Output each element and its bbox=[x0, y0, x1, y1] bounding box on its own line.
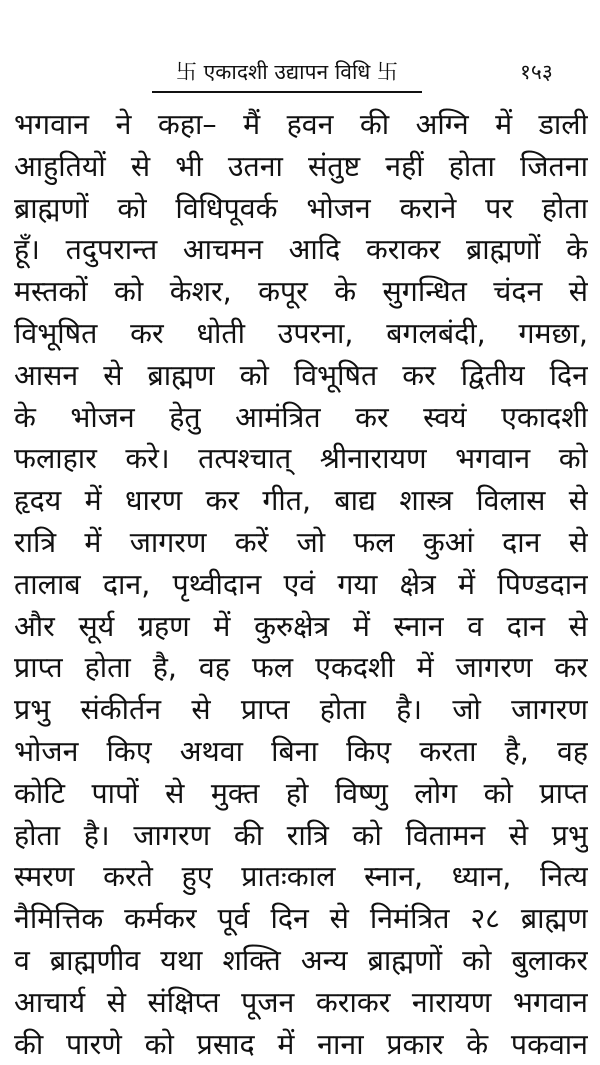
text-line: मस्तकों को केशर, कपूर के सुगन्धित चंदन से bbox=[14, 275, 588, 309]
text-line: कोटि पापों से मुक्त हो विष्णु लोग को प्राप्त bbox=[14, 776, 588, 810]
running-title: 卐 एकादशी उद्यापन विधि 卐 bbox=[176, 60, 398, 84]
text-line: आचार्य से संक्षिप्त पूजन कराकर नारायण भगवान bbox=[14, 985, 588, 1019]
text-line: रात्रि में जागरण करें जो फल कुआं दान से bbox=[14, 525, 588, 559]
text-line: भगवान ने कहा– मैं हवन की अग्नि में डाली bbox=[14, 108, 588, 141]
text-line: नैमित्तिक कर्मकर पूर्व दिन से निमंत्रित २८ ब्राह्मण bbox=[14, 902, 588, 936]
text-line: हूँ। तदुपरान्त आचमन आदि कराकर ब्राह्मणों के bbox=[14, 233, 588, 267]
text-line: आसन से ब्राह्मण को विभूषित कर द्वितीय दिन bbox=[14, 358, 588, 392]
text-line: हृदय में धारण कर गीत, बाद्य शास्त्र विलास से bbox=[14, 484, 588, 518]
text-line: ब्राह्मणों को विधिपूवर्क भोजन कराने पर होता bbox=[14, 191, 588, 225]
page-number: १५३ bbox=[520, 60, 553, 84]
text-line: विभूषित कर धोती उपरना, बगलबंदी, गमछा, bbox=[14, 316, 588, 350]
text-line: के भोजन हेतु आमंत्रित कर स्वयं एकादशी bbox=[14, 400, 588, 434]
body-text bbox=[14, 104, 588, 1065]
text-line: और सूर्य ग्रहण में कुरुक्षेत्र में स्नान व दान से bbox=[14, 609, 588, 643]
text-line: प्रभु संकीर्तन से प्राप्त होता है। जो जागरण bbox=[14, 693, 588, 727]
text-line: की पारणे को प्रसाद में नाना प्रकार के पकवान bbox=[14, 1027, 588, 1061]
text-line: तालाब दान, पृथ्वीदान एवं गया क्षेत्र में पिण्डदान bbox=[14, 567, 588, 601]
page-header bbox=[0, 56, 600, 96]
text-line: भोजन किए अथवा बिना किए करता है, वह bbox=[14, 734, 588, 768]
text-line: स्मरण करते हुए प्रातःकाल स्नान, ध्यान, नित्य bbox=[14, 860, 588, 894]
header-underline bbox=[152, 91, 422, 93]
text-line: होता है। जागरण की रात्रि को वितामन से प्रभु bbox=[14, 818, 588, 852]
text-line: व ब्राह्मणीव यथा शक्ति अन्य ब्राह्मणों को बुलाकर bbox=[14, 943, 588, 977]
text-line: आहुतियों से भी उतना संतुष्ट नहीं होता जितना bbox=[14, 149, 588, 183]
text-line: प्राप्त होता है, वह फल एकदशी में जागरण कर bbox=[14, 651, 588, 685]
text-line: फलाहार करे। तत्पश्चात् श्रीनारायण भगवान को bbox=[14, 442, 588, 476]
